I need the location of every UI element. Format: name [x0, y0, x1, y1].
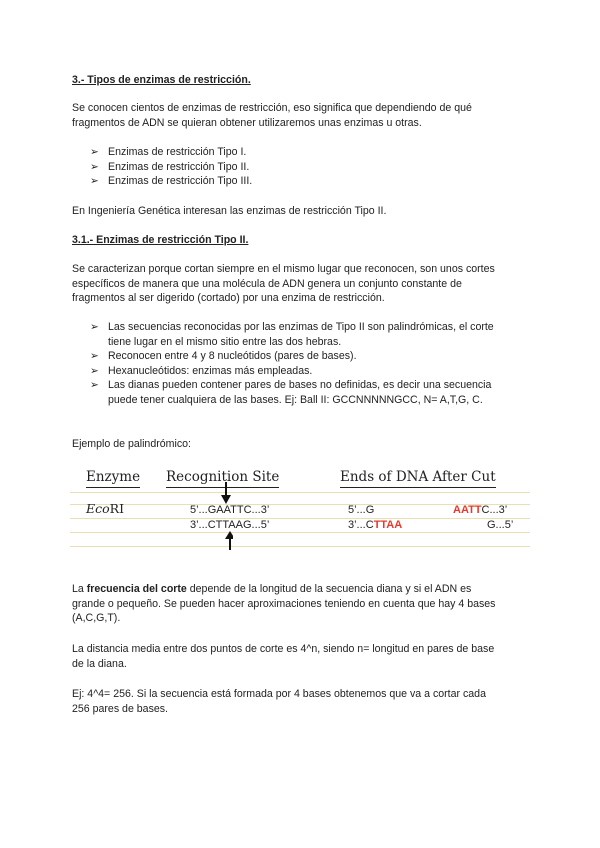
arrow-bullet-icon: ➢: [90, 146, 99, 158]
section-intro: [72, 101, 532, 130]
subsection-heading: 3.1.- Enzimas de restricción Tipo II.: [72, 234, 249, 246]
site-top-strand: 5’...GAATTC...3’: [190, 504, 270, 516]
paragraph-line: La distancia media entre dos puntos de corte es 4^n, siendo n= longitud en pares de base: [72, 643, 495, 655]
paragraph-line: Se conocen cientos de enzimas de restricción, eso significa que dependiendo de qué: [72, 102, 472, 114]
arrow-bullet-icon: ➢: [90, 379, 99, 391]
example-paragraph: [72, 687, 532, 716]
arrow-bullet-icon: ➢: [90, 364, 99, 377]
top-cut-arrow-head-icon: [221, 495, 231, 504]
restriction-types-list: [72, 145, 532, 189]
list-item: [72, 349, 532, 364]
end-left-top: 5’...G: [348, 504, 375, 516]
list-item: [72, 320, 532, 349]
list-item-text: Enzimas de restricción Tipo II.: [108, 160, 250, 173]
list-item: [72, 174, 532, 189]
col-header-recognition-site: Recognition Site: [166, 469, 279, 485]
figure-rule: [70, 546, 530, 547]
list-item-text: Las dianas pueden contener pares de bases no definidas, es decir una secuencia: [108, 379, 492, 391]
distance-paragraph: [72, 642, 532, 671]
col-header-enzyme: Enzyme: [86, 469, 140, 485]
list-item-text: Enzimas de restricción Tipo I.: [108, 146, 247, 158]
paragraph-line: específicos de manera que una molécula de ADN genera un conjunto constante de: [72, 277, 462, 290]
list-item-text: Reconocen entre 4 y 8 nucleótidos (pares de bases).: [108, 350, 357, 362]
figure-rule: [70, 492, 530, 493]
figure-rule: [70, 518, 530, 519]
end-right-bottom: G...5’: [487, 519, 514, 531]
paragraph-line: fragmentos al ser digerido (cortado) por una enzima de restricción.: [72, 292, 385, 304]
arrow-bullet-icon: ➢: [90, 160, 99, 173]
type2-features-list: [72, 320, 532, 407]
list-item: [72, 160, 532, 175]
col-header-ends: Ends of DNA After Cut: [340, 469, 496, 485]
arrow-bullet-icon: ➢: [90, 350, 99, 362]
paragraph-line: La frecuencia del corte depende de la longitud de la secuencia diana y si el ADN es: [72, 583, 472, 595]
list-item-text: Hexanucleótidos: enzimas más empleadas.: [108, 364, 313, 377]
subsection-intro: [72, 262, 532, 306]
ecori-figure: [70, 468, 530, 550]
arrow-bullet-icon: ➢: [90, 321, 99, 333]
figure-rule: [70, 532, 530, 533]
enzyme-name: EcoRI: [86, 501, 125, 516]
section-heading: 3.- Tipos de enzimas de restricción.: [72, 74, 251, 86]
bottom-cut-arrow-head-icon: [225, 531, 233, 539]
paragraph-line: de la diana.: [72, 657, 127, 670]
arrow-bullet-icon: ➢: [90, 175, 99, 187]
paragraph-line: Ej: 4^4= 256. Si la secuencia está formada por 4 bases obtenemos que va a cortar cada: [72, 688, 486, 700]
section-closing: En Ingeniería Genética interesan las enzimas de restricción Tipo II.: [72, 205, 387, 217]
cut-arrows: [219, 481, 233, 551]
end-left-bottom: 3’...CTTAA: [348, 519, 403, 531]
list-item: [72, 145, 532, 160]
list-item-text: tiene lugar en el mismo sitio entre las dos hebras.: [108, 335, 342, 348]
list-item: [72, 364, 532, 379]
paragraph-line: 256 pares de bases.: [72, 702, 169, 715]
list-item-text: puede tener cualquiera de las bases. Ej: Ball II: GCCNNNNNGCC, N= A,T,G, C.: [108, 393, 483, 406]
list-item: [72, 378, 532, 407]
paragraph-line: grande o pequeño. Se pueden hacer aproximaciones teniendo en cuenta que hay 4 bases: [72, 597, 496, 610]
frequency-paragraph: [72, 582, 532, 626]
end-right-top: AATTC...3’: [453, 504, 508, 516]
example-label: Ejemplo de palindrómico:: [72, 438, 191, 450]
list-item-text: Enzimas de restricción Tipo III.: [108, 175, 253, 187]
bold-term: frecuencia del corte: [86, 583, 187, 595]
list-item-text: Las secuencias reconocidas por las enzimas de Tipo II son palindrómicas, el corte: [108, 321, 494, 333]
site-bottom-strand: 3’...CTTAAG...5’: [190, 519, 270, 531]
paragraph-line: (A,C,G,T).: [72, 612, 121, 624]
overhang-sequence: TTAA: [373, 519, 403, 531]
paragraph-line: fragmentos de ADN se quieran obtener utilizaremos unas enzimas u otras.: [72, 116, 422, 129]
paragraph-line: Se caracterizan porque cortan siempre en el mismo lugar que reconocen, son unos cortes: [72, 263, 495, 275]
overhang-sequence: AATT: [453, 504, 482, 516]
